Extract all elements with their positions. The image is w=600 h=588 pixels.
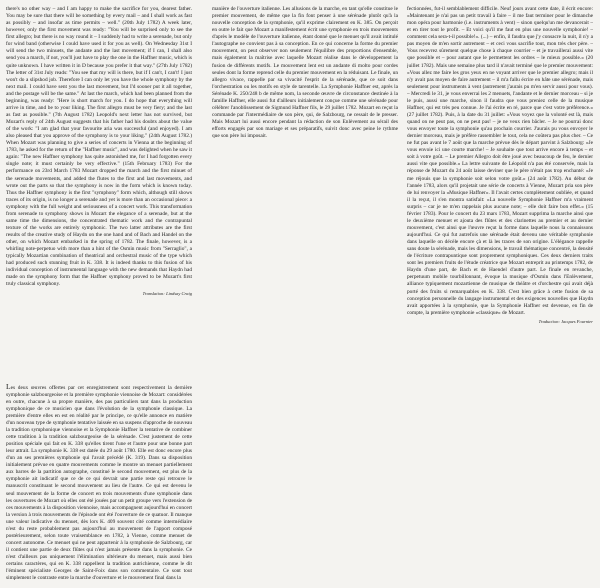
french-column-right: [407, 6, 593, 582]
french-column-middle: [212, 6, 398, 582]
french-continuation-text: manière de l'ouverture italienne. Les allusions de la marche, en tant qu'elle constitue le premier mouvement, de même que la fin font penser à une sérénade plutôt qu'à la nouvelle conception de la symphonie, qu'il exprime clairement en K. 385. On perçoit en outre le fait que Mozart a manifestement écrit une symphonie en trois mouvements d'après le modèle de l'ouverture italienne, étant donné que le menuet qu'il avait intitulé l'autographe ne convient pas à sa conception. En ce qui concerne la forme du premier mouvement, on peut observer non seulement l'équilibre des proportions d'ensemble, mais également la maîtrise avec laquelle Mozart réalise dans le développement la fusion de différents motifs. Le mouvement lent est un andante di molto pour cordes seules dont la forme reprend celle du premier mouvement en la réduisant. Le finale, un allegro vivace, rappelle par sa vivacité l'esprit de la sérénade, que ce soit dans l'orchestration ou les motifs en style de tarentelle. La Symphonie Haffner est, après la Sérénade K. 250/248 b de même nom, la seconde œuvre de circonstance destinée à la famille Haffner, elle aussi fut d'ailleurs initialement conçue comme une sérénade pour célébrer l'anoblissement de Sigmund Haffner fils, le 29 juillet 1782. Mozart en reçut la commande par l'intermédiaire de son père, qui, de Salzbourg, ne cessait de le presser. Mais Mozart lui aussi encore pendant la rédaction de son Enlèvement au sérail des efforts engagés par son mariage et ses préparatifs, suivit donc avec peine le rythme que son père lui imposait.: [212, 6, 398, 140]
french-translation-credit: Traduction: Jacques Fournier: [538, 318, 593, 324]
french-intro-text: [6, 383, 192, 582]
french2-text: fectionnées, fut-il semblablement difficile. Neuf jours avant cette date, il écrit encore: «Maintenant je n'ai pas un petit travail à faire – il me faut terminer pour le dimanche mon opéra pour harmonie (i.e. instruments à vent) – sinon quelqu'un me devancerait – et en tirer tout le profit. – Et voici qu'il me faut en plus une nouvelle symphonie! – comment cela sera-t-il possible!». (...) – enfin, il faudra que j'y consacre la nuit, il n'y a pas moyen de m'en sortir autrement – et ceci vous sacrifie tout, mon très cher père. – Vous recevrez sûrement quelque chose à chaque courrier – et je travaillerai aussi vite que possible et – pour autant que le permettent les ordres – le mieux possible.» (20 juillet 1782). Mais une semaine plus tard il n'avait terminé que le premier mouvement: «Vous allez me faire les gros yeux en ne voyant arriver que le premier allegro; mais il n'y avait pas moyen de faire autrement – il m'a fallu écrire en hâte une sérénade, mais seulement pour instruments à vent (autrement j'aurais pu m'en servir aussi pour vous). – Mercredi le 31, je vous enverrai les 2 menuets, l'andante et le dernier morceau – si je le puis, aussi une marche, sinon il faudra que vous preniez celle de la musique Haffner, qui est très peu connue. Je l'ai écrite en ré, parce que c'est votre préférence.» (27 juillet 1782). Puis, à la date du 31 juillet: «Vous voyez que la volonté est là, mais quand on ne peut pas, on ne peut pas! – je ne veux rien bâcler. – Je ne pourrai donc vous envoyer toute la symphonie qu'au prochain courrier. J'aurais pu vous envoyer le dernier morceau, mais je préfère rassembler le tout, cela ne coûtera pas plus cher. – Ce ne fut pas avant le 7 août que la marche prévue dès le départ parvint à Salzbourg: «Je vous envoie ici une courte marche! – Je souhaite que tout arrive encore à temps – et soit à votre goût. – Le premier Allegro doit être joué avec beaucoup de feu, le dernier aussi vite que possible.» La lettre suivante de Léopold n'a pas été conservée, mais la réponse de Mozart du 24 août laisse deviner que le père n'était pas trop enchanté: «Je me réjouis que la symphonie soit selon votre goût.» (24 août 1782). Au début de l'année 1783, alors qu'il projetait une série de concerts à Vienne, Mozart pria son père de lui renvoyer la «Musique Haffner». Il l'avait certes complètement oubliée, et quand il la reçut, il s'en montra satisfait: «La nouvelle Symphonie Haffner m'a vraiment surpris – car je ne m'en rappelais plus aucune note; – elle doit faire bon effet.» (15 février 1783). Pour le concert du 23 mars 1783, Mozart supprima la marche ainsi que le deuxième menuet et ajouta des flûtes et des clarinettes au premier et au dernier mouvement, c'est ainsi que l'œuvre reçut la forme dans laquelle nous la connaissons aujourd'hui. Ce qui fut autrefois une sérénade était devenu une véritable symphonie dans laquelle on décèle encore çà et là les traces de son origine. L'élégance rappelle sans doute la sérénade, mais les dimensions, le travail thématique concentré, la densité de l'écriture contrapuntique sont proprement symphoniques. Ces deux derniers traits sont les premiers fruits de l'étude créatrice que Mozart entreprit au printemps 1782, de Haydn d'une part, de Bach et de Haendel d'autre part. Le finale en revanche, perpetuum mobile tourbillonnant, évoque la musique d'Osmin dans l'Enlèvement, alliance typiquement mozartienne de musique de théâtre et d'orchestre qui avait déjà porté des fruits si remarquables en K. 338. C'est bien grâce à cette fusion de sa conception personnelle du langage instrumental et des exigences nouvelles que Haydn avait apportées à la symphonie, que la Symphonie Haffner est devenue, en fin de compte, la première symphonie «classique» de Mozart.: [407, 6, 593, 316]
french-drop-letter: L: [6, 381, 11, 391]
english-translation-credit: Translation: Lindsay Craig: [142, 290, 192, 296]
french-text: es deux œuvres offertes par cet enregistrement sont respectivement la dernière symphonie salzbourgeoise et la première symphonie viennoise de Mozart: considérées en outre, chacune à sa propre manière, des pas particuliers tant dans la production symphonique de ce musicien que dans l'évolution de la symphonie classique. La première d'entre elles en est en réalité par le principe, ce qu'elle annonce en matière d'un nouveau type de symphonie tentative laissée en sa suspens d'approche de nouveau la tradition symphonique viennoise et la Symphonie Haffner la tentative de combiner cette tradition à la tradition salzbourgeoise de la sérénade. C'est justement de cette position spéciale qui fait en K. 338 qu'elles tirent l'une et l'autre pour une bonne part leur attrait. La symphonie K. 338 est datée du 29 août 1780. Elle est donc encore plus d'un an ses premières symphonie qui l'avait précédé (K. 319). Dans sa disposition initialement prévue en quatre mouvements comme le montre un menuet partiellement aux barres de la partition autographe, constitué le second mouvement, est plus de la symphonie ait indicatif que ce de ce qui devrait une partie reste qui retrouve le manuscrit constituant le second mouvement au lieu de l'autre. Ce qui est devenu le seul mouvement de la forme de concert en trois mouvements d'une symphonie dans les ouvertures de Mozart où elles ont été jouées par un petit groupe vers l'extension de ces mouvements à la disposition viennoise, mais accompagnent aujourd'hui en concert la version à trois mouvements de l'épisode ont été l'ouverture de ce quatuor. Il manque une valeur indicative du menuet, dès lors K. 409 souvent cité comme intermédiaire n'est du reste probablement pas aujourd'hui au mouvement de l'apport composé postérieurement, selon toute vraisemblance en 1782, à Vienne, comme menuet de concert autonome. Ce menuet qui ne peut appartenir à la symphonie de Salzbourg, car il contient une partie de deux flûtes qui n'est jamais présente dans la symphonie. Ce n'est d'ailleurs pas uniquement l'élimination ultérieure du menuet, mais aussi bien certains caractères, qui en K. 338 rappellent la tradition autrichienne, comme le dit l'éminent spécialiste Georges de Saint-Foix dans son commentaire. Ce sont tout simplement le contraste entre la marche d'ouverture et le mouvement final dans la: [6, 384, 192, 582]
english-text: there's no other way – and I am happy to make the sacrifice for you, dearest father. You may be sure that there will be something by every mail – and I shall work as fast as possibly – and insofar as time permits – well." (20th July 1782) A week later, however, only the first movement was ready: "You will be surprised only to see the first allegro; but there is no way round it – I suddenly had to write a serenade, but only for wind band (otherwise I could have used it for you as well). On Wednesday 31st I will send the two minuets, the andante and the last movement; if I can, I shall also send you a march, if not, you'll just have to play the one in the Haffner music, which is quite unknown. I have written it in D because you prefer it that way." (27th July 1782) The letter of 31st July reads: "You see that my will is there, but if I can't, I can't! I just won't do a slipshod job. Therefore I can only let you have the whole symphony by the next mail. I could have sent you the last movement, but I'd sooner put it all together, and the postage will be the same." At last the march, which had been planned from the beginning, was ready: "Here is short march for you. I do hope that everything will arrive in time, and be to your liking. The first allegro must be very fiery; and the last as fast as possible." (7th August 1782) Leopold's next letter has not survived, but Mozart's reply of 24th August suggests that his father had his doubts about the value of the work: "I am glad that your favourite aria was successful (and enjoyed). I am also pleased that you approve of the symphony is to your liking." (24th August 1782.) When Mozart was planning to give a series of concerts in Vienna at the beginning of 1783, he asked for the return of the "Haffner music", and was delighted when he saw it again: "The new Haffner symphony has quite astonished me, for I had forgotten every single note; it must certainly be very effective." (15th February 1783) For the performance on 23rd March 1783 Mozart dropped the march and the first minuet of the serenade movements, and added the flutes to the first and last movements, and wrote out the parts so that the symphony is now in the form which is known today. Thus the Haffner symphony is the first "symphony" form which, although still shows traces of its origin, is no longer a serenade and yet is more than an occasional piece: a symphony with the full weight and seriousness of a concert work. This transformation from serenade to symphony shows in Mozart the elegance of a serenade, but at the same time the dimensions, the concentrated thematic work and the contrapuntal texture of the works are entirely symphonic. The two latter attributes are the first results of the creative study of Haydn on the one hand and of Bach and Handel on the other, on which Mozart embarked in the spring of 1782. The finale, however, is a whirling note-perpetuo with more than a hint of the Osmin music from "Serraglio", a typically Mozartian combination of theatrical and orchestral music of the type which had produced such stunning fruit in K. 338. It is indeed thanks to this fusion of his individual conception of instrumental language with the new demands that Haydn had made on the symphony form that the Haffner symphony proved to be Mozart's first truly classical symphony.: [6, 6, 192, 288]
english-column: [6, 6, 192, 582]
